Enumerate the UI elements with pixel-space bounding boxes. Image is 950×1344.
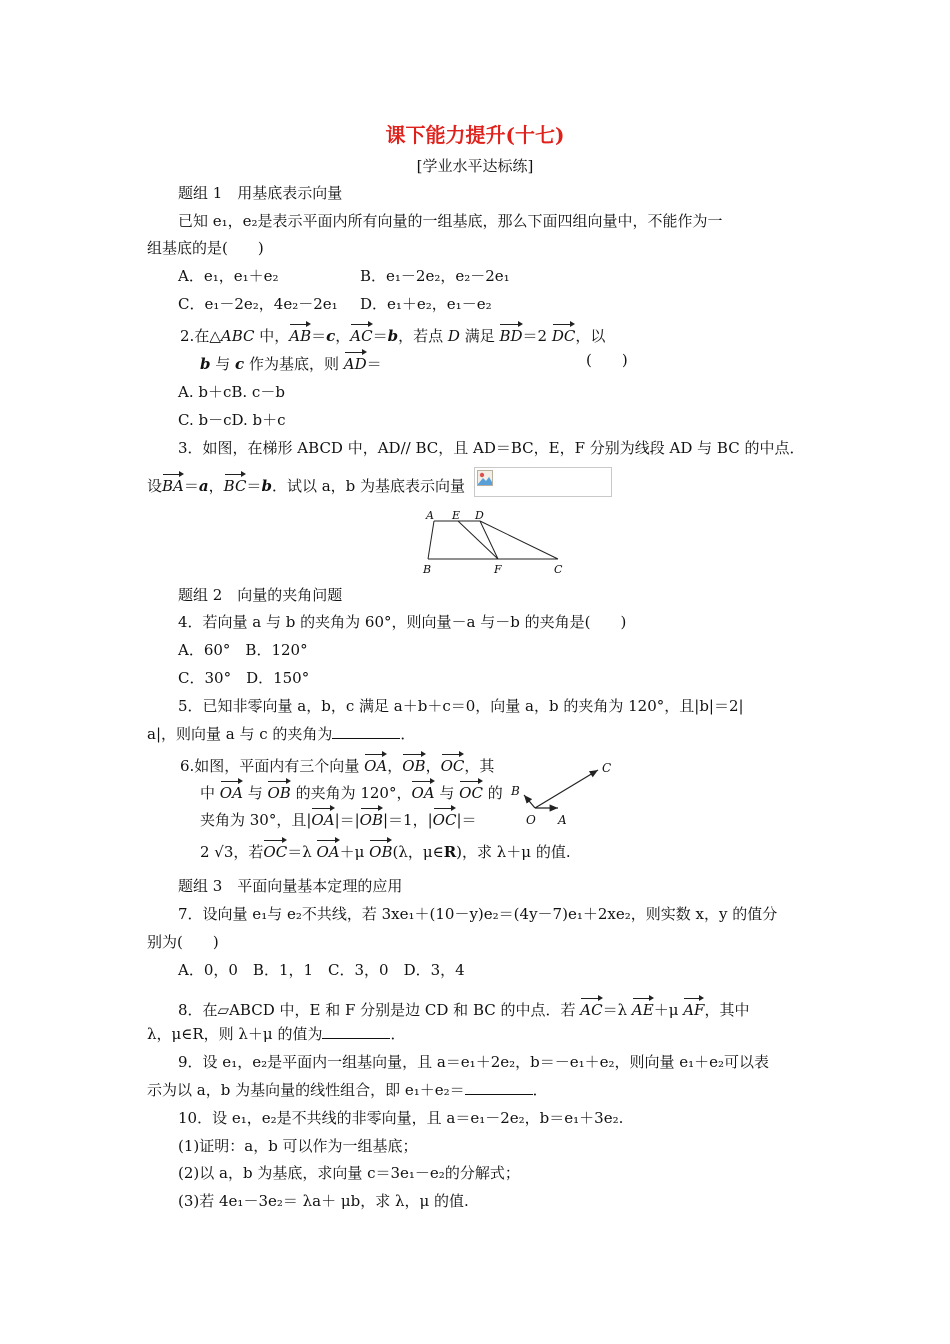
- q5-stem-line1: 5．已知非零向量 a，b，c 满足 a＋b＋c＝0，向量 a，b 的夹角为 120°，且|b|＝2|: [178, 697, 744, 715]
- q3-stem-line1: 3．如图，在梯形 ABCD 中，AD// BC，且 AD＝BC，E，F 分别为线段 AD 与 BC 的中点．: [178, 439, 805, 457]
- vector-ob: [524, 795, 535, 808]
- q2-options-ab: A. b＋cB. c－b: [178, 383, 285, 401]
- q7-options: A．0，0 B．1，1 C．3，0 D．3，4: [178, 961, 465, 979]
- q10-stem: 10．设 e₁，e₂是不共线的非零向量，且 a＝e₁－2e₂，b＝e₁＋3e₂.: [178, 1109, 624, 1127]
- q4-options-cd: C．30° D．150°: [178, 669, 310, 687]
- label-b: B: [423, 563, 432, 576]
- label-b: B: [511, 784, 520, 798]
- q10-part-1: (1)证明：a，b 可以作为一组基底；: [178, 1137, 418, 1155]
- label-f: F: [494, 563, 502, 576]
- q9-answer-blank: [465, 1080, 533, 1095]
- seg-df: [480, 521, 498, 559]
- label-e: E: [452, 509, 461, 522]
- page-title: 课下能力提升(十七): [385, 123, 565, 147]
- q8-stem-text: 8．在▱ABCD 中，E 和 F 分别是边 CD 和 BC 的中点．若: [178, 1001, 576, 1019]
- q7-stem-line2: 别为( ): [147, 933, 219, 951]
- q8-stem-tail: ，其中: [704, 1001, 750, 1019]
- q8-answer-blank: [322, 1024, 390, 1039]
- group-2-heading: 题组 2 向量的夹角问题: [178, 586, 343, 604]
- q10-part-3: (3)若 4e₁－3e₂＝ λa＋ μb，求 λ，μ 的值.: [178, 1192, 469, 1210]
- label-a: A: [558, 813, 567, 827]
- q6-stem-line2: 中 OA 与 OB 的夹角为 120°，OA 与 OC 的: [200, 779, 503, 803]
- q2-options-cd: C. b－cD. b＋c: [178, 411, 286, 429]
- vector-oc: [535, 770, 598, 808]
- q2-answer-paren: ( ): [586, 351, 628, 369]
- label-d: D: [475, 509, 484, 522]
- q6-stem-line4: 2 √3，若OC＝λ OA＋μ OB(λ，μ∈R)，求 λ＋μ 的值.: [200, 838, 571, 862]
- broken-image-placeholder: [474, 467, 612, 497]
- q8-stem-line1: 8．在▱ABCD 中，E 和 F 分别是边 CD 和 BC 的中点．若 AC＝λ AE＋μ AF，其中: [178, 996, 749, 1020]
- q1-stem-line1: 已知 e₁，e₂是表示平面内所有向量的一组基底，那么下面四组向量中，不能作为一: [178, 212, 723, 230]
- group-3-heading: 题组 3 平面向量基本定理的应用: [178, 877, 403, 895]
- q6-stem-line1: 6.如图，平面内有三个向量 OA，OB，OC，其: [180, 752, 494, 776]
- q6-vector-figure: [506, 758, 616, 828]
- q6-stem-line3: 夹角为 30°，且|OA|＝|OB|＝1，|OC|＝: [200, 806, 477, 830]
- q9-stem-text: 示为以 a，b 为基向量的线性组合，即 e₁＋e₂＝: [147, 1081, 465, 1099]
- page-subtitle: [学业水平达标练]: [416, 157, 534, 175]
- q1-option-c: C．e₁－2e₂，4e₂－2e₁: [178, 295, 338, 313]
- q4-stem: 4．若向量 a 与 b 的夹角为 60°，则向量－a 与－b 的夹角是( ): [178, 613, 627, 631]
- q1-option-d: D．e₁＋e₂，e₁－e₂: [360, 295, 492, 313]
- q10-part-2: (2)以 a，b 为基底，求向量 c＝3e₁－e₂的分解式；: [178, 1164, 520, 1182]
- q5-answer-blank: [332, 724, 400, 739]
- label-a: A: [426, 509, 434, 522]
- q1-stem-line2: 组基底的是( ): [147, 239, 264, 257]
- group-1-heading: 题组 1 用基底表示向量: [178, 184, 343, 202]
- q2-stem-line1: 2.在△ABC 中，AB＝c，AC＝b，若点 D 满足 BD＝2 DC，以: [180, 322, 605, 346]
- q2-stem-line2: b 与 c 作为基底，则 AD＝: [200, 350, 382, 374]
- label-c: C: [554, 563, 563, 576]
- q3-stem-tail: 试以 a，b 为基底表示向量: [286, 477, 466, 495]
- q8-stem-text2: λ，μ∈R，则 λ＋μ 的值为: [147, 1025, 323, 1043]
- q7-stem-line1: 7．设向量 e₁与 e₂不共线，若 3xe₁＋(10－y)e₂＝(4y－7)e₁＋2xe₂，则实数 x，y 的值分: [178, 905, 778, 923]
- q9-stem-line1: 9．设 e₁，e₂是平面内一组基向量，且 a＝e₁＋2e₂，b＝－e₁＋e₂，则向量 e₁＋e₂可以表: [178, 1053, 770, 1071]
- seg-ab: [428, 521, 434, 559]
- q3-trapezoid-figure: [418, 507, 578, 579]
- q1-option-b: B．e₁－2e₂，e₂－2e₁: [360, 267, 510, 285]
- q8-stem-line2: λ，μ∈R，则 λ＋μ 的值为 ．: [147, 1025, 406, 1043]
- q9-stem-line2: 示为以 a，b 为基向量的线性组合，即 e₁＋e₂＝ ．: [147, 1081, 548, 1099]
- q1-option-a: A．e₁，e₁＋e₂: [178, 267, 279, 285]
- q5-stem-line2: a|，则向量 a 与 c 的夹角为 ．: [147, 725, 416, 743]
- q5-stem-text: a|，则向量 a 与 c 的夹角为: [147, 725, 333, 743]
- q3-stem-line2: 设BA＝a，BC＝b．试以 a，b 为基底表示向量: [147, 472, 465, 496]
- q2-number: 2.: [180, 327, 195, 345]
- label-o: O: [526, 813, 536, 827]
- broken-image-icon: [477, 470, 493, 486]
- q4-options-ab: A．60° B．120°: [178, 641, 308, 659]
- label-c: C: [602, 761, 612, 775]
